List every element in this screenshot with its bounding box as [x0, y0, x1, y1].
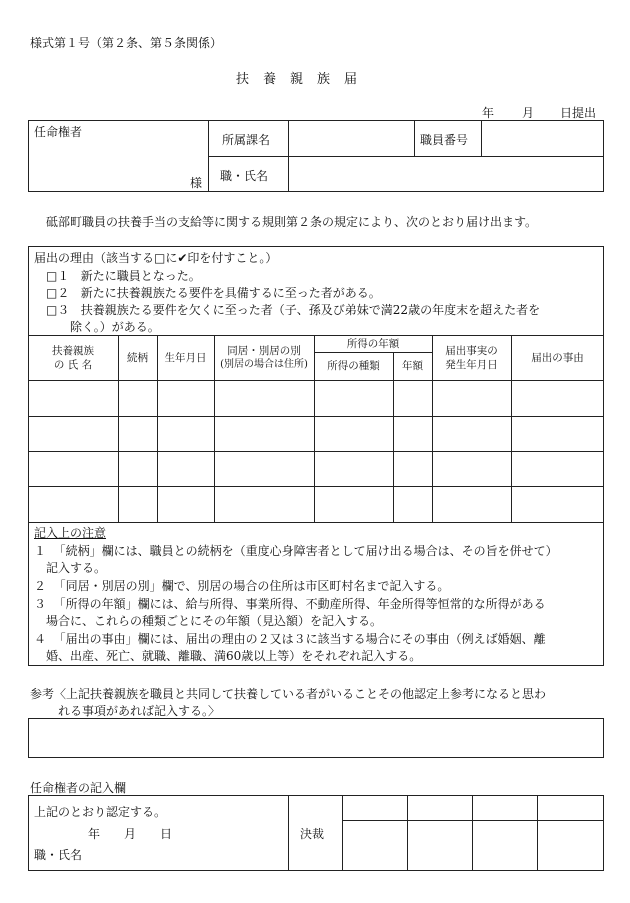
reason-checkbox-1[interactable]: □１	[46, 269, 70, 283]
note-4-cont: 婚、出産、死亡、就職、離職、満60歳以上等）をそれぞれ記入する。	[46, 649, 422, 663]
table-row[interactable]	[29, 487, 603, 521]
approve-position-name: 職・氏名	[34, 848, 83, 862]
reason-checkbox-3[interactable]: □３	[46, 303, 70, 317]
date-year: 年	[482, 106, 495, 120]
form-number: 様式第１号（第２条、第５条関係）	[30, 36, 223, 50]
reason-option-3-text: 扶養親族たる要件を欠くに至った者（子、孫及び弟妹で満22歳の年度末を超えた者を	[80, 303, 541, 317]
note-3: ３ 「所得の年額」欄には、給与所得、事業所得、不動産所得、年金所得等恒常的な所得がある	[34, 597, 546, 611]
col-header-name: 扶養親族 の 氏 名	[52, 344, 94, 371]
notes-heading: 記入上の注意	[34, 526, 107, 540]
approve-text: 上記のとおり認定する。	[34, 805, 167, 819]
reference-field[interactable]	[28, 718, 604, 758]
table-row[interactable]	[29, 417, 603, 450]
form-title: 扶養親族届	[236, 72, 372, 87]
department-label: 所属課名	[222, 133, 271, 147]
position-name-field[interactable]	[289, 157, 603, 191]
col-header-birth: 生年月日	[164, 351, 207, 364]
date-submitted: 日提出	[560, 106, 597, 120]
decision-stamp-cell[interactable]	[343, 796, 406, 819]
table-row[interactable]	[29, 452, 603, 485]
col-header-event-date: 届出事実の 発生年月日	[445, 344, 498, 371]
date-month: 月	[522, 106, 535, 120]
position-name-label: 職・氏名	[220, 169, 269, 183]
intro-text: 砥部町職員の扶養手当の支給等に関する規則第２条の規定により、次のとおり届け出ます。	[46, 215, 538, 229]
reason-option-2-text: 新たに扶養親族たる要件を具備するに至った者がある。	[80, 286, 381, 300]
reason-checkbox-2[interactable]: □２	[46, 286, 70, 300]
appointer-label: 任命権者	[34, 125, 83, 139]
col-header-cohabitation: 同居・別居の別 (別居の場合は住所)	[220, 345, 308, 371]
employee-no-field[interactable]	[482, 121, 603, 155]
employee-no-label: 職員番号	[420, 133, 469, 147]
reference-text-cont: れる事項があれば記入する。〉	[58, 704, 221, 718]
reason-option-1-text: 新たに職員となった。	[80, 269, 201, 283]
decision-stamp-cell[interactable]	[408, 796, 471, 819]
note-4: ４ 「届出の事由」欄には、届出の理由の２又は３に該当する場合にその事由（例えば婚姻、離	[34, 632, 546, 646]
department-field[interactable]	[289, 121, 413, 155]
reason-option-3-cont: 除く。）がある。	[70, 320, 160, 334]
note-1-cont: 記入する。	[46, 561, 107, 575]
col-header-income: 所得の年額	[346, 337, 400, 350]
appointer-section-heading: 任命権者の記入欄	[30, 781, 127, 795]
approve-date: 年 月 日	[88, 827, 173, 841]
note-1: １ 「続柄」欄には、職員との続柄を（重度心身障害者として届け出る場合は、その旨を併せて）	[34, 544, 558, 558]
reason-heading: 届出の理由（該当する□に✔印を付すこと。）	[34, 251, 278, 265]
table-row[interactable]	[29, 381, 603, 415]
decision-stamp-cell[interactable]	[538, 796, 603, 819]
note-3-cont: 場合に、これらの種類ごとにその年額（見込額）を記入する。	[46, 614, 383, 628]
decision-stamp-cell[interactable]	[473, 796, 536, 819]
honorific: 様	[190, 176, 203, 190]
reference-text: 参考〈上記扶養親族を職員と共同して扶養している者がいることその他認定上参考になると思わ	[30, 687, 547, 701]
reason-option-1[interactable]	[46, 267, 201, 284]
reason-option-2[interactable]	[46, 284, 381, 301]
decision-label: 決裁	[300, 827, 325, 841]
col-header-cause: 届出の事由	[531, 351, 584, 364]
col-header-income-type: 所得の種類	[327, 360, 380, 373]
reason-option-3[interactable]	[46, 301, 540, 318]
col-header-relation: 続柄	[127, 351, 148, 364]
col-header-income-amount: 年額	[402, 360, 423, 373]
note-2: ２ 「同居・別居の別」欄で、別居の場合の住所は市区町村名まで記入する。	[34, 579, 450, 593]
